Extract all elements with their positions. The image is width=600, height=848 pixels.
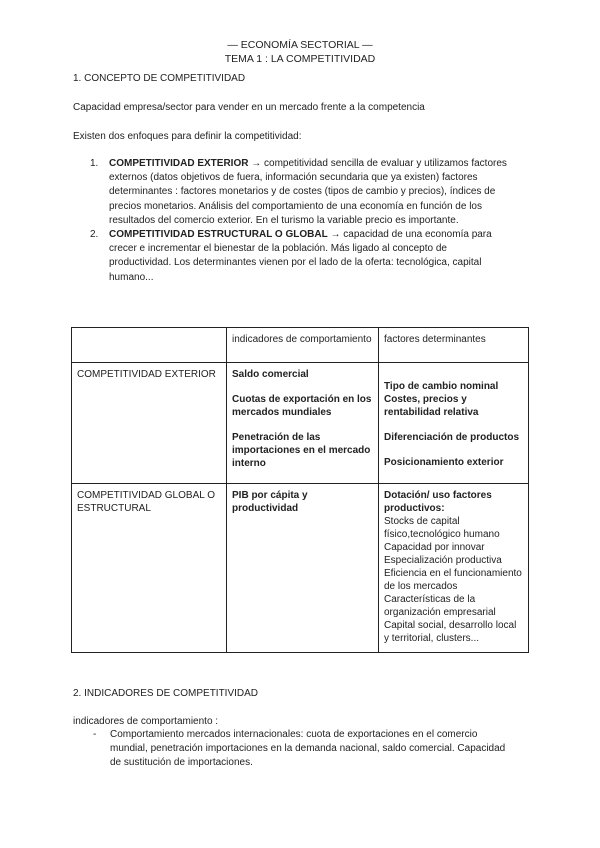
factors-cell: [379, 484, 529, 653]
factors-heading: Dotación/ uso factores productivos:: [384, 490, 492, 514]
approach-item: [90, 228, 510, 285]
table-header-cell: factores determinantes: [379, 328, 529, 363]
indicators-cell: [227, 484, 379, 653]
table-header-cell: indicadores de comportamiento: [227, 328, 379, 363]
indicator-item: Penetración de las importaciones en el mercado interno: [232, 432, 371, 469]
definition-text: Capacidad empresa/sector para vender en un mercado frente a la competencia: [73, 102, 425, 113]
factors-cell: [379, 363, 529, 484]
section-2-heading: 2. INDICADORES DE COMPETITIVIDAD: [73, 688, 259, 699]
indicator-item: Saldo comercial: [232, 369, 309, 380]
item-text: → capacidad de una economía para crecer e incrementar el bienestar de la población. Más ligado al concepto de productividad. Los determinantes vienen por el lado de la oferta: tecnológica, capital humano...: [109, 228, 492, 283]
item-number: 2.: [90, 228, 99, 240]
bullet-marker: -: [93, 729, 97, 740]
document-topic: TEMA 1 : LA COMPETITIVIDAD: [224, 53, 376, 65]
table-header-row: [72, 328, 529, 363]
document-subject: — ECONOMÍA SECTORIAL —: [227, 39, 373, 51]
factor-item: Características de la organización empresarial: [384, 594, 496, 618]
factor-item: Especialización productiva: [384, 555, 502, 566]
factor-item: Stocks de capital físico,tecnológico humano: [384, 516, 500, 540]
bullet-text: Comportamiento mercados internacionales: cuota de exportaciones en el comercio mundial, penetración importaciones en la demanda nacional, saldo comercial. Capacidad de sustitución de importaciones.: [110, 729, 506, 769]
factor-item: Posicionamiento exterior: [384, 457, 504, 468]
item-term: COMPETITIVIDAD EXTERIOR: [109, 158, 249, 169]
factor-item: Costes, precios y rentabilidad relativa: [384, 394, 479, 418]
row-label: COMPETITIVIDAD EXTERIOR: [72, 363, 227, 484]
factor-item: Diferenciación de productos: [384, 432, 520, 443]
section-1-heading: 1. CONCEPTO DE COMPETITIVIDAD: [73, 73, 246, 84]
table-header-cell: [72, 328, 227, 363]
factor-item: Eficiencia en el funcionamiento de los mercados: [384, 568, 522, 592]
factor-item: Capital social, desarrollo local y territorial, clusters...: [384, 620, 517, 644]
competitiveness-table: [71, 327, 529, 653]
approach-item: [90, 157, 510, 228]
item-term: COMPETITIVIDAD ESTRUCTURAL O GLOBAL: [109, 228, 328, 240]
factor-item: Capacidad por innovar: [384, 542, 485, 553]
item-text: → competitividad sencilla de evaluar y utilizamos factores externos (datos objetivos de fuera, información secundaria que ya existen) factores determinantes : factores monetarios y de costes (tipos de cambio y precios), índices de precios monetarios. Análisis del comportamiento de una economía en función de los resultados del comercio exterior. En el turismo la variable precio es importante.: [109, 158, 507, 226]
intro-text: Existen dos enfoques para definir la competitividad:: [73, 131, 302, 142]
item-number: 1.: [90, 158, 99, 169]
factor-item: Tipo de cambio nominal: [384, 381, 499, 392]
indicator-item: PIB por cápita y productividad: [232, 490, 308, 514]
row-label: COMPETITIVIDAD GLOBAL O ESTRUCTURAL: [72, 484, 227, 653]
table-row: [72, 363, 529, 484]
table-row: [72, 484, 529, 653]
indicator-item: Cuotas de exportación en los mercados mundiales: [232, 394, 372, 418]
indicators-cell: [227, 363, 379, 484]
section-2-intro: indicadores de comportamiento :: [73, 716, 219, 727]
approach-list: [90, 157, 510, 285]
